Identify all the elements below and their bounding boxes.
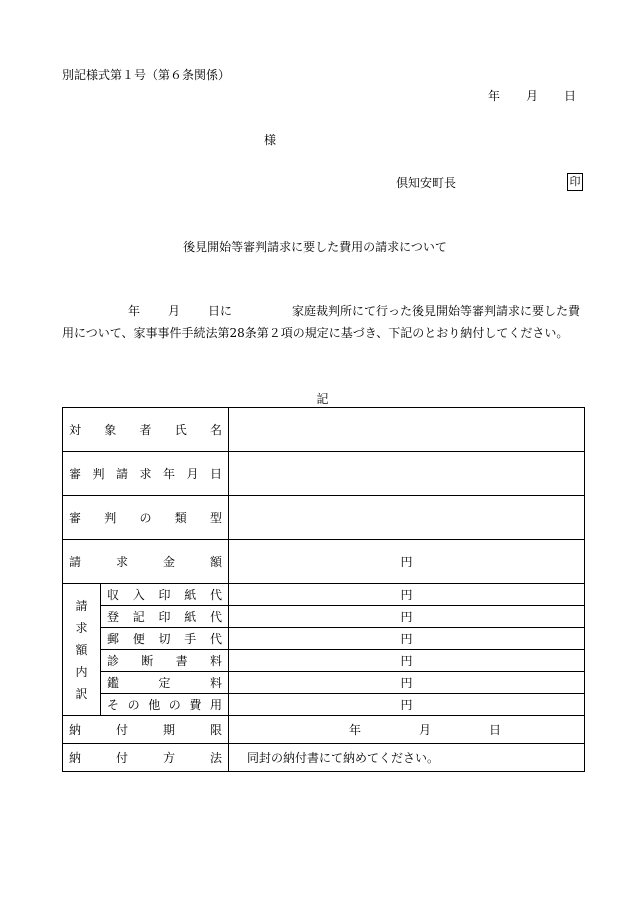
date-year: 年 <box>488 89 501 103</box>
date-day: 日 <box>564 89 577 103</box>
body-year: 年 <box>128 304 141 318</box>
ki-heading: 記 <box>316 392 329 406</box>
request-table <box>62 407 585 772</box>
table-row <box>63 716 585 744</box>
table-row <box>63 694 585 716</box>
request-date-value <box>229 452 585 496</box>
deadline-day: 日 <box>489 723 502 737</box>
table-row <box>63 606 585 628</box>
appraisal-fee-label: 鑑定料 <box>101 672 229 694</box>
document-subject: 後見開始等審判請求に要した費用の請求について <box>183 240 447 254</box>
form-number: 別記様式第１号（第６条関係） <box>62 68 231 82</box>
judgment-type-label: 審判の類型 <box>63 496 229 540</box>
registration-stamp-label: 登記印紙代 <box>101 606 229 628</box>
table-row <box>63 672 585 694</box>
deadline-year: 年 <box>349 723 362 737</box>
table-row <box>63 628 585 650</box>
date-month: 月 <box>526 89 539 103</box>
table-row <box>63 408 585 452</box>
revenue-stamp-label: 収入印紙代 <box>101 584 229 606</box>
request-date-label: 審判請求年月日 <box>63 452 229 496</box>
registration-stamp-yen: 円 <box>229 606 585 628</box>
postage-label: 郵便切手代 <box>101 628 229 650</box>
mayor-name: 倶知安町長 <box>396 176 457 190</box>
table-row <box>63 744 585 772</box>
issue-date <box>488 87 576 104</box>
body-text: 家庭裁判所にて行った後見開始等審判請求に要した費用について、家事事件手続法第28条第２項の規定に基づき、下記のとおり納付してください。 <box>62 304 581 340</box>
body-month: 月 <box>168 304 181 318</box>
addressee-suffix: 様 <box>264 133 277 147</box>
deadline-month: 月 <box>419 723 432 737</box>
table-row <box>63 650 585 672</box>
payment-method-value: 同封の納付書にて納めてください。 <box>229 744 585 772</box>
seal-stamp: 印 <box>567 173 583 191</box>
target-name-value <box>229 408 585 452</box>
judgment-type-value <box>229 496 585 540</box>
body-day: 日に <box>208 304 233 318</box>
deadline-value <box>229 716 585 744</box>
appraisal-fee-yen: 円 <box>229 672 585 694</box>
other-costs-yen: 円 <box>229 694 585 716</box>
table-row <box>63 452 585 496</box>
medical-certificate-yen: 円 <box>229 650 585 672</box>
medical-certificate-label: 診断書料 <box>101 650 229 672</box>
table-row <box>63 496 585 540</box>
revenue-stamp-yen: 円 <box>229 584 585 606</box>
table-row <box>63 584 585 606</box>
amount-label: 請求金額 <box>63 540 229 584</box>
table-row <box>63 540 585 584</box>
body-paragraph <box>62 300 584 344</box>
postage-yen: 円 <box>229 628 585 650</box>
payment-method-label: 納付方法 <box>63 744 229 772</box>
other-costs-label: その他の費用 <box>101 694 229 716</box>
target-name-label: 対象者氏名 <box>63 408 229 452</box>
amount-yen: 円 <box>229 540 585 584</box>
deadline-label: 納付期限 <box>63 716 229 744</box>
breakdown-label: 請 求 額 内 訳 <box>63 584 101 716</box>
